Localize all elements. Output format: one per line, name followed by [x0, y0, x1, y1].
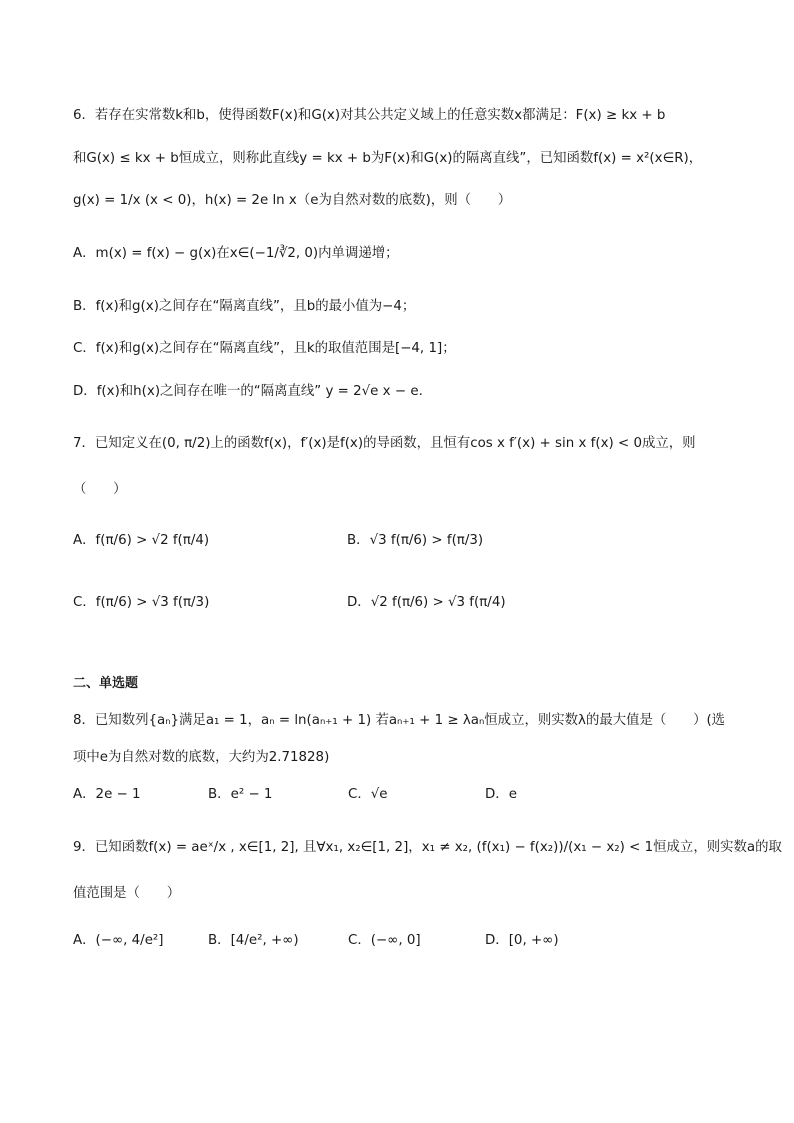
section-heading: 二、单选题 [73, 676, 139, 691]
q6-option-d: D．f(x)和h(x)之间存在唯一的“隔离直线” y = 2√e x − e. [73, 384, 423, 399]
q8-option-d: D．e [485, 787, 517, 802]
q9-option-c: C．(−∞, 0] [348, 933, 421, 948]
q9-option-a: A．(−∞, 4/e²] [73, 933, 164, 948]
q8-option-c: C．√e [348, 787, 388, 802]
q8-option-b: B．e² − 1 [208, 787, 273, 802]
q8-stem-line1: 8．已知数列{aₙ}满足a₁ = 1，aₙ = ln(aₙ₊₁ + 1) 若aₙ₊₁ + 1 ≥ λaₙ恒成立，则实数λ的最大值是（ ）(选 [73, 713, 726, 728]
q6-stem-line1: 6．若存在实常数k和b，使得函数F(x)和G(x)对其公共定义域上的任意实数x都满足：F(x) ≥ kx + b [73, 108, 666, 123]
q8-stem-line2: 项中e为自然对数的底数，大约为2.71828) [73, 750, 330, 765]
q7-stem-line2: （ ） [73, 482, 127, 497]
q6-stem-line3: g(x) = 1/x (x < 0)，h(x) = 2e ln x（e为自然对数的底数)，则（ ） [73, 193, 512, 208]
q7-option-a: A．f(π/6) > √2 f(π/4) [73, 533, 210, 548]
q9-option-d: D．[0, +∞) [485, 933, 559, 948]
q6-option-c: C．f(x)和g(x)之间存在“隔离直线”，且k的取值范围是[−4, 1]； [73, 341, 456, 356]
q9-stem-line1: 9．已知函数f(x) = aeˣ/x , x∈[1, 2], 且∀x₁, x₂∈[1, 2]，x₁ ≠ x₂, (f(x₁) − f(x₂))/(x₁ − x₂) < 1恒成立，则实数a的取 [73, 840, 782, 855]
q9-stem-line2: 值范围是（ ） [73, 886, 181, 901]
q6-option-a: A．m(x) = f(x) − g(x)在x∈(−1/∛2, 0)内单调递增； [73, 246, 399, 261]
q7-stem-line1: 7．已知定义在(0, π/2)上的函数f(x)，f′(x)是f(x)的导函数，且恒有cos x f′(x) + sin x f(x) < 0成立，则 [73, 436, 696, 451]
q7-option-d: D．√2 f(π/6) > √3 f(π/4) [347, 595, 506, 610]
q7-option-b: B．√3 f(π/6) > f(π/3) [347, 533, 484, 548]
q6-stem-line2: 和G(x) ≤ kx + b恒成立，则称此直线y = kx + b为F(x)和G(x)的隔离直线”，已知函数f(x) = x²(x∈R)， [73, 151, 703, 166]
q8-option-a: A．2e − 1 [73, 787, 141, 802]
q9-option-b: B．[4/e², +∞) [208, 933, 299, 948]
q7-option-c: C．f(π/6) > √3 f(π/3) [73, 595, 210, 610]
q6-option-b: B．f(x)和g(x)之间存在“隔离直线”，且b的最小值为−4； [73, 299, 416, 314]
